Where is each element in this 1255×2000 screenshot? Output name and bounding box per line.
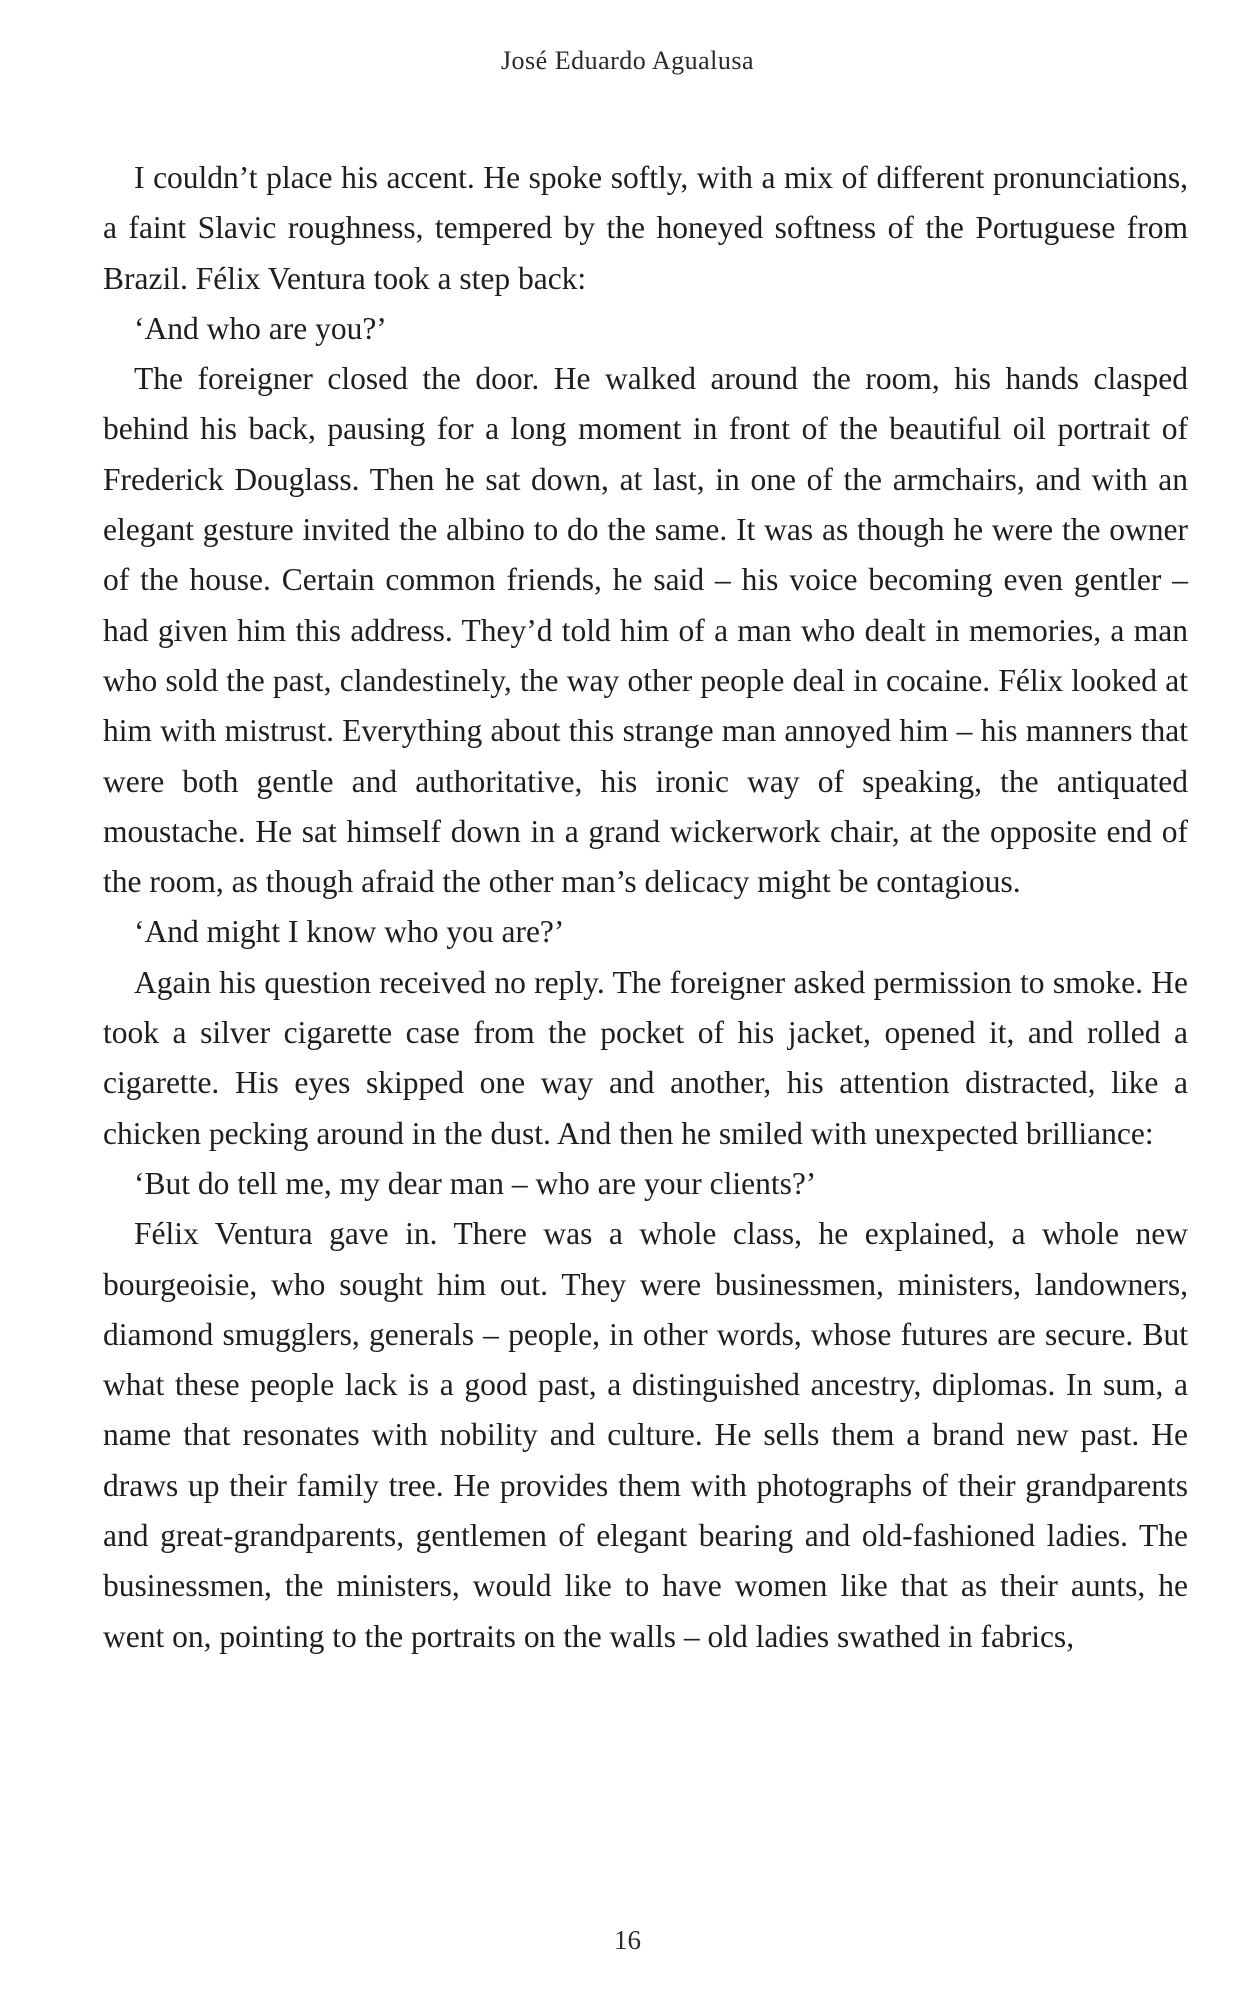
running-head-author: José Eduardo Agualusa [500, 46, 755, 75]
paragraph: ‘And who are you?’ [134, 310, 387, 346]
paragraph: The foreigner closed the door. He walked around the room, his hands clasped behind his back, pausing for a long moment in front of the beautiful oil portrait of Frederick Douglass. Then he sat down, at last, in one of the armchairs, and with an elegant gesture invited the albino to do the same. It was as though he were the owner of the house. Certain common friends, he said – his voice becoming even gentler – had given him this address. They’d told him of a man who dealt in memories, a man who sold the past, clandestinely, the way other people deal in cocaine. Félix looked at him with mistrust. Everything about this strange man annoyed him – his manners that were both gentle and authoritative, his ironic way of speaking, the antiquated moustache. He sat himself down in a grand wickerwork chair, at the opposite end of the room, as though afraid the other man’s delicacy might be contagious. [103, 361, 1188, 900]
paragraph: Again his question received no reply. The foreigner asked permission to smoke. He took a silver cigarette case from the pocket of his jacket, opened it, and rolled a cigarette. His eyes skipped one way and another, his attention distracted, like a chicken pecking around in the dust. And then he smiled with unexpected brilliance: [103, 964, 1188, 1151]
body-text [103, 153, 1188, 1662]
paragraph: I couldn’t place his accent. He spoke softly, with a mix of different pronunciations, a faint Slavic roughness, tempered by the honeyed softness of the Portuguese from Brazil. Félix Ventura took a step back: [103, 160, 1188, 296]
paragraph: ‘And might I know who you are?’ [134, 914, 565, 950]
page-number: 16 [614, 1925, 641, 1955]
paragraph: Félix Ventura gave in. There was a whole class, he explained, a whole new bourgeoisie, who sought him out. They were businessmen, ministers, landowners, diamond smugglers, generals – people, in other words, whose futures are secure. But what these people lack is a good past, a distinguished ancestry, diplomas. In sum, a name that resonates with nobility and culture. He sells them a brand new past. He draws up their family tree. He provides them with photographs of their grandparents and great-grandparents, gentlemen of elegant bearing and old-fashioned ladies. The businessmen, the ministers, would like to have women like that as their aunts, he went on, pointing to the portraits on the walls – old ladies swathed in fabrics, [103, 1216, 1188, 1654]
paragraph: ‘But do tell me, my dear man – who are your clients?’ [134, 1165, 817, 1201]
